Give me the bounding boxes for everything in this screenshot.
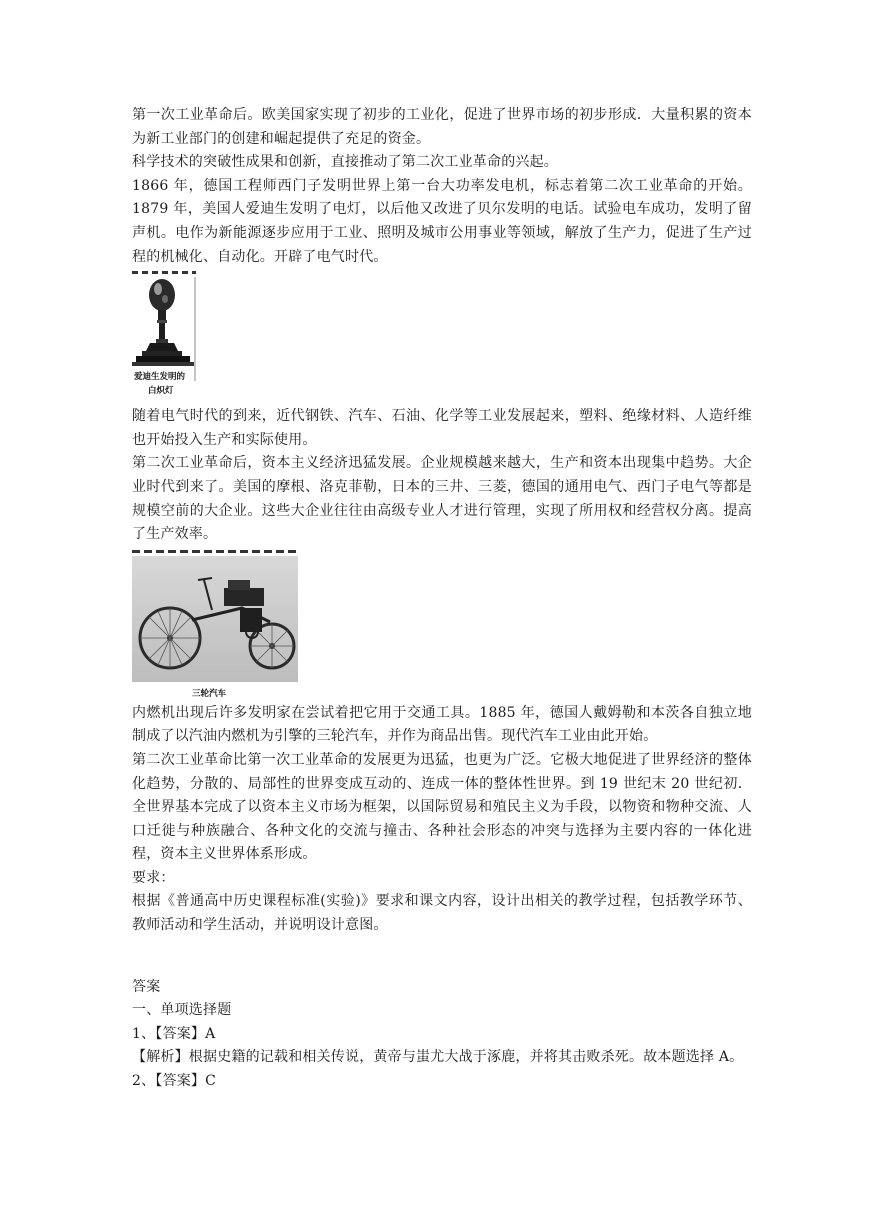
light-bulb-image xyxy=(132,271,196,405)
answer-item-2: 2、【答案】C xyxy=(132,1073,217,1090)
tricycle-car-image xyxy=(132,550,298,702)
paragraph-industrial-revolution: 第一次工业革命后。欧美国家实现了初步的工业化，促进了世界市场的初步形成．大量积累的资本为新工业部门的创建和崛起提供了充足的资金。 xyxy=(132,107,752,147)
answer-item-1: 1、【答案】A xyxy=(132,1025,216,1042)
edison-bulb-figure xyxy=(132,271,196,405)
answer-item-1-analysis: 【解析】根据史籍的记载和相关传说，黄帝与蚩尤大战于涿鹿，并将其击败杀死。故本题选择 A。 xyxy=(132,1049,744,1066)
paragraph-world-economy: 第二次工业革命比第一次工业革命的发展更为迅猛，也更为广泛。它极大地促进了世界经济的整体化趋势，分散的、局部性的世界变成互动的、连成一体的整体性世界。到 19 世纪末 20 世纪初．全世界基本完成了以资本主义市场为框架，以国际贸易和殖民主义为手段，以物资和物种交流、人口迁徙与种族融合、各种文化的交流与撞击、各种社会形态的冲突与选择为主要内容的一体化进程，资本主义世界体系形成。 xyxy=(132,751,752,863)
answers-heading: 答案 xyxy=(132,978,161,995)
paragraph-capitalism: 第二次工业革命后，资本主义经济迅猛发展。企业规模越来越大，生产和资本出现集中趋势。大企业时代到来了。美国的摩根、洛克菲勒，日本的三井、三菱，德国的通用电气、西门子电气等都是规模空前的大企业。这些大企业往往由高级专业人才进行管理，实现了所用权和经营权分离。提高了生产效率。 xyxy=(132,455,752,543)
requirement-label: 要求： xyxy=(132,869,175,886)
answers-section-title: 一、单项选择题 xyxy=(132,1002,232,1019)
bulb-caption-line1: 爱迪生发明的 xyxy=(134,372,186,383)
car-caption: 三轮汽车 xyxy=(192,688,227,699)
bulb-caption-line2: 白炽灯 xyxy=(148,386,174,397)
requirement-text: 根据《普通高中历史课程标准(实验)》要求和课文内容，设计出相关的教学过程，包括教学环节、教师活动和学生活动，并说明设计意图。 xyxy=(132,893,752,934)
paragraph-combustion-engine: 内燃机出现后许多发明家在尝试着把它用于交通工具。1885 年，德国人戴姆勒和本茨各自独立地制成了以汽油内燃机为引擎的三轮汽车，并作为商品出售。现代汽车工业由此开始。 xyxy=(132,704,752,745)
paragraph-electric-era: 随着电气时代的到来，近代钢铁、汽车、石油、化学等工业发展起来，塑料、绝缘材料、人造纤维也开始投入生产和实际使用。 xyxy=(132,408,752,448)
tricycle-car-figure xyxy=(132,550,298,702)
paragraph-electricity: 1866 年，德国工程师西门子发明世界上第一台大功率发电机，标志着第二次工业革命的开始。1879 年，美国人爱迪生发明了电灯，以后他又改进了贝尔发明的电话。试验电车成功，发明了留声机。电作为新能源逐步应用于工业、照明及城市公用事业等领域，解放了生产力，促进了生产过程的机械化、自动化。开辟了电气时代。 xyxy=(132,177,752,265)
document-page xyxy=(132,104,752,1094)
paragraph-technology: 科学技术的突破性成果和创新，直接推动了第二次工业革命的兴起。 xyxy=(132,154,558,171)
